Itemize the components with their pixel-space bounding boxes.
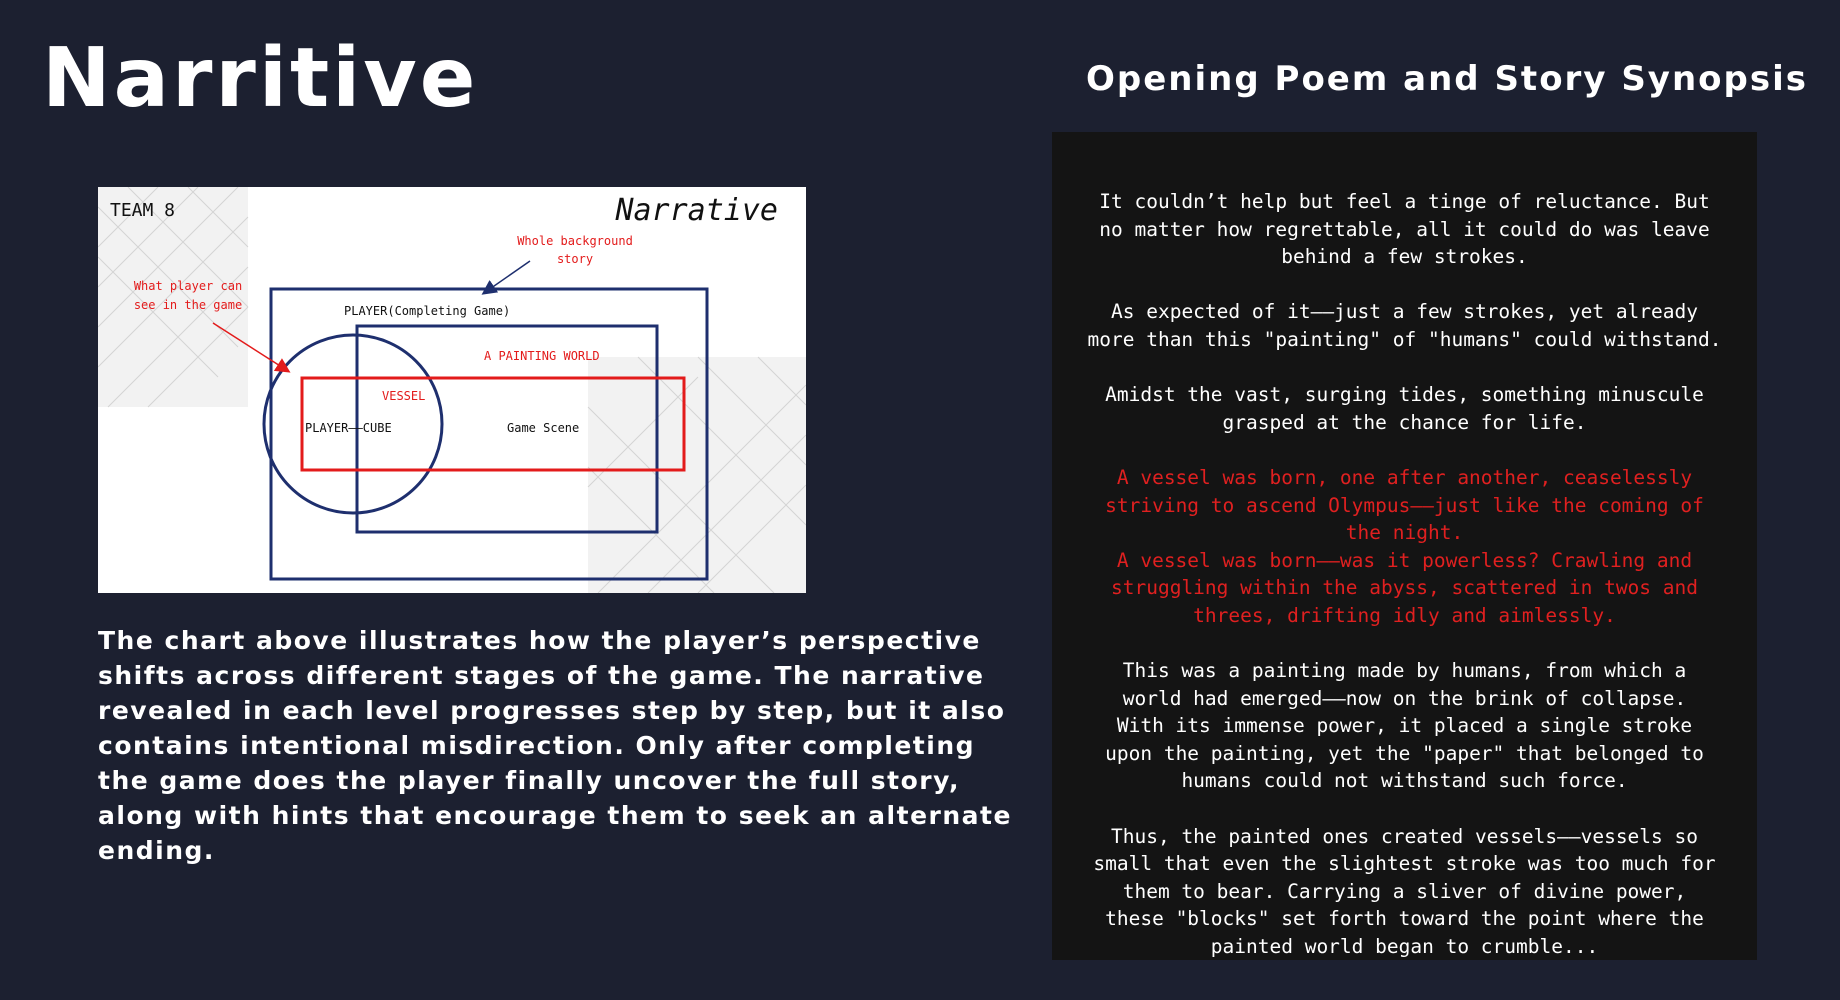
poem-stanza — [1072, 188, 1737, 271]
poem-line: small that even the slightest stroke was too much for — [1093, 852, 1716, 876]
annotation-background-line1: Whole background — [517, 234, 633, 248]
poem-line: This was a painting made by humans, from which a — [1122, 659, 1687, 683]
decorative-lines-bottom-right — [588, 357, 806, 593]
painting-world-label: A PAINTING WORLD — [484, 349, 600, 363]
game-scene-label: Game Scene — [507, 421, 580, 435]
poem-stanza — [1072, 823, 1737, 961]
page-title: Narritive — [42, 31, 479, 126]
annotation-background-line2: story — [556, 252, 594, 266]
section-subtitle: Opening Poem and Story Synopsis — [1085, 59, 1808, 99]
poem-line: no matter how regrettable, all it could do was leave — [1099, 217, 1710, 241]
poem-line: Thus, the painted ones created vessels——vessels so — [1111, 824, 1698, 848]
opening-poem — [1072, 188, 1737, 988]
poem-line: more than this "painting" of "humans" could withstand. — [1087, 327, 1722, 351]
diagram-heading: Narrative — [615, 193, 778, 228]
poem-line: It couldn’t help but feel a tinge of reluctance. But — [1099, 190, 1710, 213]
poem-line: grasped at the chance for life. — [1222, 410, 1587, 434]
poem-line: behind a few strokes. — [1281, 245, 1528, 269]
poem-line: painted world began to crumble... — [1210, 935, 1599, 959]
poem-stanza — [1072, 657, 1737, 795]
diagram-description: The chart above illustrates how the player’s perspective shifts across different stages of the game. The narrative revealed in each level progresses step by step, but it also contains intentional misdirection. Only after completing the game does the player finally uncover the full story, along with hints that encourage them to seek an alternate ending. — [98, 626, 1012, 865]
poem-line: upon the painting, yet the "paper" that belonged to — [1105, 741, 1704, 765]
poem-line: these "blocks" set forth toward the point where the — [1105, 907, 1704, 931]
poem-stanza — [1072, 298, 1737, 353]
outer-box-label: PLAYER(Completing Game) — [344, 304, 511, 318]
poem-line: With its immense power, it placed a single stroke — [1116, 714, 1693, 738]
poem-line: struggling within the abyss, scattered in twos and — [1111, 576, 1698, 600]
poem-line: world had emerged——now on the brink of collapse. — [1122, 686, 1687, 710]
poem-line: As expected of it——just a few strokes, yet already — [1111, 300, 1698, 324]
narrative-diagram — [98, 187, 806, 593]
vessel-label: VESSEL — [382, 389, 426, 403]
annotation-player-view-line2: see in the game — [133, 298, 243, 312]
player-cube-label: PLAYER——CUBE — [305, 421, 392, 435]
poem-line: A vessel was born——was it powerless? Crawling and — [1116, 548, 1693, 572]
poem-line: Amidst the vast, surging tides, something minuscule — [1105, 383, 1704, 407]
annotation-player-view-line1: What player can — [133, 279, 243, 293]
poem-line: threes, drifting idly and aimlessly. — [1193, 603, 1616, 627]
poem-stanza — [1072, 464, 1737, 630]
poem-line: A vessel was born, one after another, ceaselessly — [1116, 465, 1693, 489]
poem-panel — [1052, 132, 1757, 960]
team-label: TEAM 8 — [110, 200, 176, 221]
poem-line: striving to ascend Olympus——just like the coming of — [1105, 493, 1704, 517]
poem-line: them to bear. Carrying a sliver of divine power, — [1122, 879, 1687, 903]
poem-stanza — [1072, 381, 1737, 436]
poem-line: humans could not withstand such force. — [1181, 769, 1628, 793]
poem-line: the night. — [1345, 521, 1464, 545]
